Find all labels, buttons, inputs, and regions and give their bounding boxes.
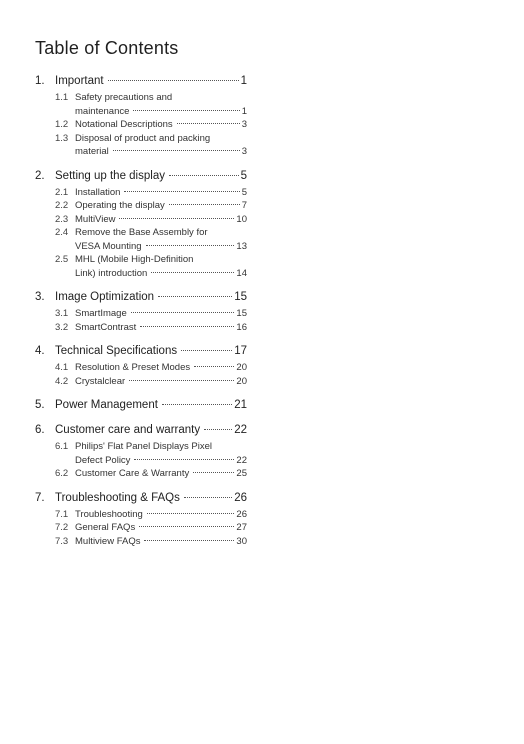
dot-leader <box>162 404 232 405</box>
section-page-number: 26 <box>236 508 247 520</box>
toc-section-list <box>35 91 247 159</box>
section-title-continued: VESA Mounting <box>75 240 142 252</box>
chapter-number: 7. <box>35 491 45 504</box>
dot-leader <box>144 540 234 541</box>
toc-chapter <box>35 74 247 159</box>
section-title: SmartContrast <box>75 321 137 333</box>
dot-leader <box>133 110 239 111</box>
page-title: Table of Contents <box>35 38 179 58</box>
section-title: Multiview FAQs <box>75 535 141 547</box>
toc-section-entry[interactable] <box>35 361 247 375</box>
chapter-page-number: 17 <box>234 345 247 357</box>
section-line <box>35 226 247 240</box>
toc-section-list <box>35 307 247 334</box>
toc-section-entry[interactable] <box>35 467 247 481</box>
chapter-page-number: 15 <box>234 291 247 303</box>
toc-section-entry[interactable] <box>35 535 247 549</box>
toc-chapter-entry[interactable] <box>35 423 247 438</box>
section-number: 6.1 <box>55 441 69 452</box>
section-body <box>75 118 247 132</box>
section-body <box>75 186 247 200</box>
chapter-page-number: 1 <box>240 75 247 87</box>
dot-leader <box>193 472 234 473</box>
dot-leader <box>119 218 234 219</box>
section-line <box>35 361 247 375</box>
section-page-number: 7 <box>241 200 247 211</box>
chapter-page-number: 21 <box>234 399 247 411</box>
section-line <box>35 132 247 146</box>
section-body <box>75 440 247 454</box>
dot-leader <box>139 526 234 527</box>
dot-leader <box>113 150 240 151</box>
section-line <box>35 307 247 321</box>
toc-chapter <box>35 169 247 281</box>
section-page-number: 20 <box>236 375 247 387</box>
section-body <box>75 467 247 481</box>
section-title-continued: material <box>75 146 109 157</box>
section-title: Customer Care & Warranty <box>75 468 190 479</box>
toc-section-entry[interactable] <box>35 226 247 253</box>
toc-section-list <box>35 186 247 281</box>
dot-leader <box>151 272 234 273</box>
table-of-contents <box>35 74 247 558</box>
section-title: SmartImage <box>75 308 127 319</box>
chapter-title: Customer care and warranty <box>55 424 201 436</box>
section-number: 2.1 <box>55 186 69 198</box>
chapter-page-number: 26 <box>234 491 247 504</box>
section-title: Disposal of product and packing <box>75 132 211 144</box>
section-page-number: 1 <box>241 105 247 117</box>
section-page-number: 5 <box>241 186 247 198</box>
section-body <box>75 321 247 335</box>
dot-leader <box>169 204 240 205</box>
section-page-number: 13 <box>236 240 247 252</box>
toc-section-entry[interactable] <box>35 186 247 200</box>
section-number: 2.3 <box>55 213 69 225</box>
section-title-continued: maintenance <box>75 105 130 117</box>
section-body <box>75 307 247 321</box>
section-line-continued <box>35 145 247 159</box>
toc-chapter-entry[interactable] <box>35 169 247 184</box>
section-page-number: 3 <box>241 119 247 130</box>
section-line-continued <box>35 105 247 119</box>
toc-chapter-entry[interactable] <box>35 491 247 506</box>
toc-section-list <box>35 440 247 481</box>
chapter-page-number: 5 <box>240 169 247 182</box>
section-body <box>75 91 247 105</box>
dot-leader <box>124 191 239 192</box>
toc-section-entry[interactable] <box>35 213 247 227</box>
section-title: MultiView <box>75 213 116 225</box>
section-body <box>75 213 247 227</box>
section-line <box>35 508 247 522</box>
dot-leader <box>204 429 232 430</box>
section-page-number: 30 <box>236 535 247 547</box>
section-title: Notational Descriptions <box>75 119 173 130</box>
chapter-title: Setting up the display <box>55 169 165 182</box>
section-number: 2.2 <box>55 200 69 211</box>
dot-leader <box>177 123 240 124</box>
chapter-title: Troubleshooting & FAQs <box>55 491 180 504</box>
section-line <box>35 186 247 200</box>
section-title: Philips' Flat Panel Displays Pixel <box>75 441 212 452</box>
section-number: 1.1 <box>55 92 69 103</box>
section-number: 3.2 <box>55 321 69 333</box>
toc-section-entry[interactable] <box>35 440 247 467</box>
section-line <box>35 321 247 335</box>
toc-section-entry[interactable] <box>35 253 247 280</box>
section-title: Operating the display <box>75 200 165 211</box>
dot-leader <box>129 380 234 381</box>
dot-leader <box>158 296 232 297</box>
toc-section-entry[interactable] <box>35 91 247 118</box>
section-title: Crystalclear <box>75 375 126 387</box>
toc-section-entry[interactable] <box>35 508 247 522</box>
section-body <box>75 508 247 522</box>
section-page-number: 25 <box>236 468 247 479</box>
section-title: Troubleshooting <box>75 508 143 520</box>
toc-section-entry[interactable] <box>35 375 247 389</box>
section-line-continued <box>35 267 247 281</box>
chapter-number: 6. <box>35 424 45 436</box>
section-number: 2.4 <box>55 227 69 238</box>
section-line <box>35 118 247 132</box>
section-page-number: 14 <box>236 267 247 279</box>
section-page-number: 3 <box>241 146 247 157</box>
toc-section-list <box>35 508 247 549</box>
section-body <box>75 375 247 389</box>
section-line <box>35 440 247 454</box>
dot-leader <box>169 175 239 176</box>
dot-leader <box>108 80 239 81</box>
chapter-page-number: 22 <box>234 424 247 436</box>
section-line <box>35 253 247 267</box>
chapter-title: Technical Specifications <box>55 345 178 357</box>
section-number: 7.2 <box>55 522 69 533</box>
section-number: 4.1 <box>55 362 69 373</box>
section-number: 7.3 <box>55 535 69 547</box>
section-title: Safety precautions and <box>75 92 173 103</box>
section-title: Installation <box>75 186 121 198</box>
toc-chapter-entry[interactable] <box>35 344 247 359</box>
section-line-continued <box>35 454 247 468</box>
section-number: 7.1 <box>55 508 69 520</box>
section-line <box>35 213 247 227</box>
section-title-continued: Defect Policy <box>75 454 131 466</box>
toc-section-entry[interactable] <box>35 199 247 213</box>
section-page-number: 22 <box>236 454 247 466</box>
section-page-number: 27 <box>236 522 247 533</box>
dot-leader <box>184 497 232 498</box>
section-line <box>35 521 247 535</box>
section-body <box>75 226 247 240</box>
dot-leader <box>131 312 235 313</box>
toc-section-entry[interactable] <box>35 321 247 335</box>
toc-section-entry[interactable] <box>35 132 247 159</box>
section-number: 6.2 <box>55 468 69 479</box>
section-line <box>35 467 247 481</box>
section-page-number: 15 <box>236 308 247 319</box>
chapter-title: Power Management <box>55 399 158 411</box>
toc-chapter <box>35 290 247 334</box>
section-number: 3.1 <box>55 308 69 319</box>
section-line <box>35 375 247 389</box>
section-line <box>35 199 247 213</box>
toc-section-entry[interactable] <box>35 307 247 321</box>
section-number: 1.3 <box>55 132 69 144</box>
toc-section-list <box>35 361 247 388</box>
section-page-number: 10 <box>236 213 247 225</box>
section-number: 4.2 <box>55 375 69 387</box>
section-number: 2.5 <box>55 254 69 265</box>
section-title-continued: Link) introduction <box>75 267 148 279</box>
chapter-number: 2. <box>35 169 45 182</box>
toc-chapter <box>35 423 247 481</box>
section-line <box>35 535 247 549</box>
dot-leader <box>134 459 234 460</box>
chapter-title: Important <box>55 75 104 87</box>
dot-leader <box>181 350 232 351</box>
chapter-title: Image Optimization <box>55 291 155 303</box>
section-page-number: 20 <box>236 362 247 373</box>
section-body <box>75 521 247 535</box>
section-title: Resolution & Preset Modes <box>75 362 191 373</box>
dot-leader <box>140 326 234 327</box>
section-number: 1.2 <box>55 119 69 130</box>
chapter-number: 3. <box>35 291 45 303</box>
toc-section-entry[interactable] <box>35 118 247 132</box>
section-body <box>75 535 247 549</box>
toc-chapter-entry[interactable] <box>35 398 247 413</box>
dot-leader <box>146 245 235 246</box>
dot-leader <box>194 366 234 367</box>
section-line-continued <box>35 240 247 254</box>
chapter-number: 1. <box>35 75 45 87</box>
dot-leader <box>147 513 235 514</box>
toc-section-entry[interactable] <box>35 521 247 535</box>
section-title: General FAQs <box>75 522 136 533</box>
toc-chapter-entry[interactable] <box>35 74 247 89</box>
section-page-number: 16 <box>236 321 247 333</box>
toc-chapter <box>35 398 247 413</box>
toc-chapter <box>35 491 247 549</box>
toc-chapter <box>35 344 247 388</box>
section-body <box>75 132 247 146</box>
section-body <box>75 253 247 267</box>
section-body <box>75 199 247 213</box>
section-title: MHL (Mobile High-Definition <box>75 254 194 265</box>
chapter-number: 5. <box>35 399 45 411</box>
section-line <box>35 91 247 105</box>
section-title: Remove the Base Assembly for <box>75 227 208 238</box>
chapter-number: 4. <box>35 345 45 357</box>
section-body <box>75 361 247 375</box>
toc-chapter-entry[interactable] <box>35 290 247 305</box>
